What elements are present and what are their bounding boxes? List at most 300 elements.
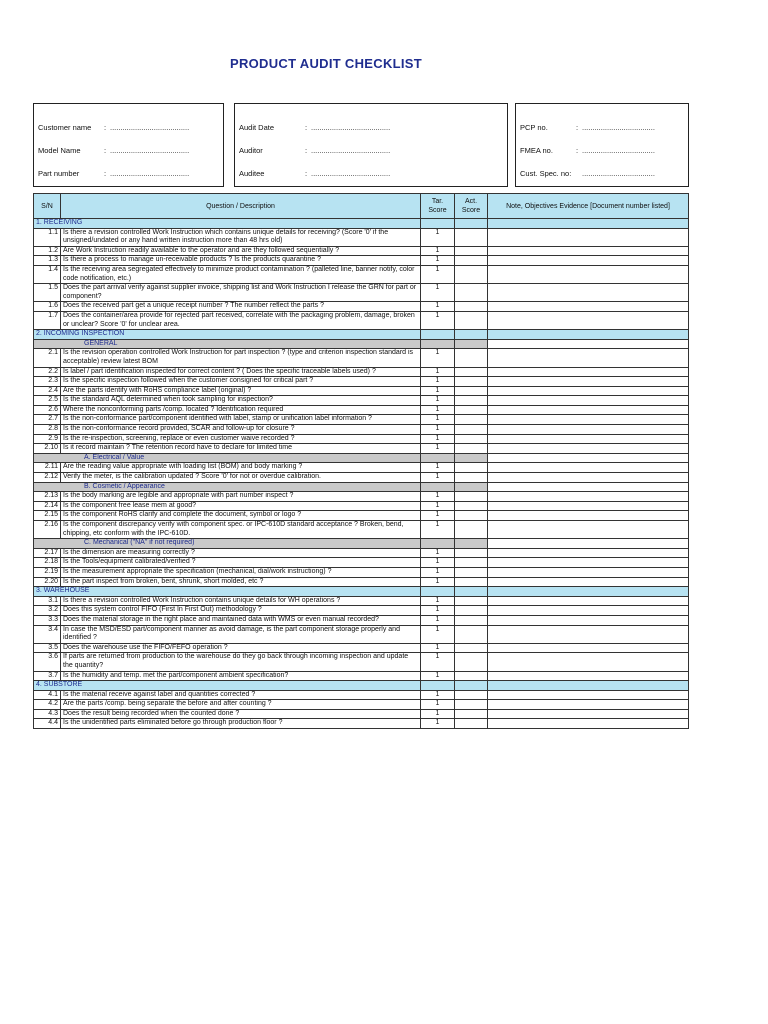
info-field-value[interactable]: ................................... — [582, 169, 655, 178]
target-score: 1 — [421, 311, 455, 329]
table-row — [34, 367, 689, 377]
subsection-blank-cell — [488, 482, 689, 492]
item-question: Does the warehouse use the FIFO/FEFO operation ? — [61, 643, 421, 653]
actual-score-cell[interactable] — [455, 700, 488, 710]
item-number: 2.3 — [34, 377, 61, 387]
table-row — [34, 415, 689, 425]
info-field-label: Part number — [38, 169, 80, 178]
item-question: Is the component RoHS clarify and complete the document, symbol or logo ? — [61, 511, 421, 521]
info-field-label: Customer name — [38, 123, 92, 132]
info-field-separator: : — [305, 123, 308, 132]
item-question: In case the MSD/ESD part/component manner as avoid damage, is the part component storage properly and identified ? — [61, 625, 421, 643]
item-question: Is there a revision controlled Work Instruction which contains unique details for receiving? (Score '0' if the unsigned/undated or any hand written instruction more than 48 hrs old) — [61, 228, 421, 246]
note-evidence-cell[interactable] — [488, 349, 689, 367]
target-score: 1 — [421, 719, 455, 729]
item-question: Is there a revision controlled Work Instruction contains unique details for WH operations ? — [61, 596, 421, 606]
subsection-blank-cell — [421, 339, 455, 349]
subsection-row — [34, 339, 689, 349]
item-question: Is label / part identification inspected for correct content ? ( Does the specific traceable labels used) ? — [61, 367, 421, 377]
item-number: 2.9 — [34, 434, 61, 444]
table-row — [34, 625, 689, 643]
note-evidence-cell[interactable] — [488, 567, 689, 577]
actual-score-cell[interactable] — [455, 425, 488, 435]
note-evidence-cell[interactable] — [488, 548, 689, 558]
actual-score-cell[interactable] — [455, 511, 488, 521]
note-evidence-cell[interactable] — [488, 463, 689, 473]
target-score: 1 — [421, 606, 455, 616]
actual-score-cell[interactable] — [455, 434, 488, 444]
item-question: Is the standard AQL determined when took sampling for inspection? — [61, 396, 421, 406]
target-score: 1 — [421, 671, 455, 681]
actual-score-cell[interactable] — [455, 606, 488, 616]
info-field-label: Audit Date — [239, 123, 275, 132]
actual-score-cell[interactable] — [455, 719, 488, 729]
note-evidence-cell[interactable] — [488, 606, 689, 616]
note-evidence-cell[interactable] — [488, 577, 689, 587]
actual-score-cell[interactable] — [455, 377, 488, 387]
table-row — [34, 558, 689, 568]
note-evidence-cell[interactable] — [488, 396, 689, 406]
section-blank-cell — [421, 219, 455, 229]
table-row — [34, 700, 689, 710]
item-question: Where the nonconforming parts /comp. located ? Identification required — [61, 405, 421, 415]
section-blank-cell — [421, 681, 455, 691]
target-score: 1 — [421, 521, 455, 539]
section-title: 1. RECEIVING — [34, 219, 421, 229]
subsection-blank-cell — [488, 339, 689, 349]
actual-score-cell[interactable] — [455, 690, 488, 700]
note-evidence-cell[interactable] — [488, 473, 689, 483]
note-evidence-cell[interactable] — [488, 302, 689, 312]
table-row — [34, 653, 689, 671]
table-row — [34, 521, 689, 539]
actual-score-cell[interactable] — [455, 415, 488, 425]
item-question: Is the material receive against label and quantities corrected ? — [61, 690, 421, 700]
note-evidence-cell[interactable] — [488, 596, 689, 606]
item-number: 1.4 — [34, 265, 61, 283]
table-row — [34, 386, 689, 396]
item-number: 2.14 — [34, 501, 61, 511]
note-evidence-cell[interactable] — [488, 425, 689, 435]
table-row — [34, 577, 689, 587]
table-row — [34, 643, 689, 653]
item-number: 2.1 — [34, 349, 61, 367]
item-question: If parts are returned from production to the warehouse do they go back through incoming inspection and update the quantity? — [61, 653, 421, 671]
table-row — [34, 511, 689, 521]
item-number: 2.18 — [34, 558, 61, 568]
item-number: 2.7 — [34, 415, 61, 425]
section-row — [34, 681, 689, 691]
info-field-value[interactable]: ................................... — [582, 123, 655, 132]
section-row — [34, 330, 689, 340]
item-number: 2.4 — [34, 386, 61, 396]
subsection-title: C. Mechanical ("NA" if not required) — [34, 539, 421, 549]
table-row — [34, 615, 689, 625]
target-score: 1 — [421, 256, 455, 266]
actual-score-cell[interactable] — [455, 349, 488, 367]
spec-info-box — [515, 103, 689, 187]
item-number: 3.3 — [34, 615, 61, 625]
info-field — [38, 146, 219, 156]
item-number: 2.16 — [34, 521, 61, 539]
actual-score-cell[interactable] — [455, 615, 488, 625]
item-question: Does the result being recorded when the counted done ? — [61, 709, 421, 719]
target-score: 1 — [421, 577, 455, 587]
target-score: 1 — [421, 643, 455, 653]
target-score: 1 — [421, 492, 455, 502]
note-evidence-cell[interactable] — [488, 405, 689, 415]
item-question: Is the specific inspection followed when the customer consigned for critical part ? — [61, 377, 421, 387]
actual-score-cell[interactable] — [455, 463, 488, 473]
note-evidence-cell[interactable] — [488, 501, 689, 511]
actual-score-cell[interactable] — [455, 548, 488, 558]
subsection-row — [34, 453, 689, 463]
note-evidence-cell[interactable] — [488, 719, 689, 729]
item-question: Does the container/area provide for rejected part received, correlate with the packaging problem, damage, broken or unclear? Score '0' for unclear area. — [61, 311, 421, 329]
section-blank-cell — [455, 330, 488, 340]
item-question: Does the part arrival verify against supplier invoice, shipping list and Work Instruction I release the GRN for part or component? — [61, 284, 421, 302]
target-score: 1 — [421, 367, 455, 377]
target-score: 1 — [421, 548, 455, 558]
table-row — [34, 671, 689, 681]
actual-score-cell[interactable] — [455, 501, 488, 511]
info-field-separator: : — [305, 169, 308, 178]
item-number: 3.2 — [34, 606, 61, 616]
item-number: 2.19 — [34, 567, 61, 577]
info-field-label: Auditee — [239, 169, 265, 178]
note-evidence-cell[interactable] — [488, 311, 689, 329]
subsection-blank-cell — [421, 453, 455, 463]
table-row — [34, 492, 689, 502]
item-question: Does this system control FIFO (First In First Out) methodology ? — [61, 606, 421, 616]
section-blank-cell — [455, 681, 488, 691]
target-score: 1 — [421, 405, 455, 415]
actual-score-cell[interactable] — [455, 311, 488, 329]
note-evidence-cell[interactable] — [488, 511, 689, 521]
item-number: 3.5 — [34, 643, 61, 653]
target-score: 1 — [421, 558, 455, 568]
table-row — [34, 302, 689, 312]
section-blank-cell — [488, 330, 689, 340]
item-number: 2.12 — [34, 473, 61, 483]
note-evidence-cell[interactable] — [488, 615, 689, 625]
note-evidence-cell[interactable] — [488, 643, 689, 653]
target-score: 1 — [421, 265, 455, 283]
table-row — [34, 606, 689, 616]
item-number: 1.6 — [34, 302, 61, 312]
table-row — [34, 256, 689, 266]
item-number: 3.6 — [34, 653, 61, 671]
note-evidence-cell[interactable] — [488, 434, 689, 444]
section-title: 3. WAREHOUSE — [34, 587, 421, 597]
info-field — [239, 123, 503, 133]
info-field-value[interactable]: ...................................... — [110, 169, 190, 178]
target-score: 1 — [421, 377, 455, 387]
item-number: 4.2 — [34, 700, 61, 710]
subsection-blank-cell — [421, 539, 455, 549]
item-question: Are the parts /comp. being separate the before and after counting ? — [61, 700, 421, 710]
note-evidence-cell[interactable] — [488, 625, 689, 643]
item-number: 2.20 — [34, 577, 61, 587]
item-question: Is the non-conformance record provided, SCAR and follow-up for closure ? — [61, 425, 421, 435]
item-number: 1.7 — [34, 311, 61, 329]
section-row — [34, 587, 689, 597]
item-question: Is the body marking are legible and appropriate with part number inspect ? — [61, 492, 421, 502]
actual-score-cell[interactable] — [455, 265, 488, 283]
note-evidence-cell[interactable] — [488, 558, 689, 568]
info-field-label: FMEA no. — [520, 146, 553, 155]
table-row — [34, 719, 689, 729]
actual-score-cell[interactable] — [455, 596, 488, 606]
note-evidence-cell[interactable] — [488, 492, 689, 502]
actual-score-cell[interactable] — [455, 405, 488, 415]
header-sn: S/N — [34, 194, 61, 219]
item-number: 1.5 — [34, 284, 61, 302]
info-field-value[interactable]: ...................................... — [311, 123, 391, 132]
subsection-title: GENERAL — [34, 339, 421, 349]
item-number: 2.5 — [34, 396, 61, 406]
note-evidence-cell[interactable] — [488, 709, 689, 719]
note-evidence-cell[interactable] — [488, 367, 689, 377]
item-question: Is the part inspect from broken, bent, shrunk, short molded, etc ? — [61, 577, 421, 587]
note-evidence-cell[interactable] — [488, 690, 689, 700]
target-score: 1 — [421, 425, 455, 435]
actual-score-cell[interactable] — [455, 284, 488, 302]
actual-score-cell[interactable] — [455, 302, 488, 312]
info-field-label: Model Name — [38, 146, 81, 155]
table-row — [34, 311, 689, 329]
info-field-label: Cust. Spec. no: — [520, 169, 572, 178]
table-row — [34, 548, 689, 558]
info-field-separator: : — [104, 169, 107, 178]
actual-score-cell[interactable] — [455, 396, 488, 406]
note-evidence-cell[interactable] — [488, 246, 689, 256]
table-row — [34, 396, 689, 406]
item-question: Verify the meter, is the calibration updated ? Score '0' for not or overdue calibration. — [61, 473, 421, 483]
info-field — [38, 169, 219, 179]
table-header-row — [34, 194, 689, 219]
item-question: Is the Tools/equipment calibrated/verified ? — [61, 558, 421, 568]
actual-score-cell[interactable] — [455, 473, 488, 483]
subsection-blank-cell — [455, 339, 488, 349]
subsection-blank-cell — [488, 539, 689, 549]
table-row — [34, 434, 689, 444]
item-question: Is the component discrepancy verify with component spec. or IPC-610D standard acceptance ? Broken, bend, chipping, etc conform with the IPC-610D. — [61, 521, 421, 539]
info-field-separator: : — [104, 146, 107, 155]
note-evidence-cell[interactable] — [488, 265, 689, 283]
item-number: 2.13 — [34, 492, 61, 502]
actual-score-cell[interactable] — [455, 444, 488, 454]
section-title: 4. SUBSTORE — [34, 681, 421, 691]
header-note-evidence: Note, Objectives Evidence [Document number listed] — [488, 194, 689, 219]
item-number: 2.8 — [34, 425, 61, 435]
info-field-value[interactable]: ...................................... — [311, 146, 391, 155]
table-row — [34, 265, 689, 283]
note-evidence-cell[interactable] — [488, 671, 689, 681]
info-field-value[interactable]: ...................................... — [110, 146, 190, 155]
table-row — [34, 690, 689, 700]
target-score: 1 — [421, 615, 455, 625]
target-score: 1 — [421, 690, 455, 700]
table-row — [34, 567, 689, 577]
item-number: 3.7 — [34, 671, 61, 681]
target-score: 1 — [421, 501, 455, 511]
target-score: 1 — [421, 653, 455, 671]
target-score: 1 — [421, 700, 455, 710]
item-number: 4.1 — [34, 690, 61, 700]
actual-score-cell[interactable] — [455, 521, 488, 539]
section-blank-cell — [488, 681, 689, 691]
note-evidence-cell[interactable] — [488, 700, 689, 710]
info-field-label: Auditor — [239, 146, 263, 155]
info-field — [520, 169, 684, 179]
item-number: 2.10 — [34, 444, 61, 454]
info-field — [38, 123, 219, 133]
section-title: 2. INCOMING INSPECTION — [34, 330, 421, 340]
item-question: Is the humidity and temp. met the part/component ambient specification? — [61, 671, 421, 681]
subsection-blank-cell — [421, 482, 455, 492]
subsection-blank-cell — [455, 453, 488, 463]
actual-score-cell[interactable] — [455, 709, 488, 719]
target-score: 1 — [421, 302, 455, 312]
item-number: 1.1 — [34, 228, 61, 246]
info-field-separator: : — [576, 146, 579, 155]
info-field — [239, 169, 503, 179]
actual-score-cell[interactable] — [455, 653, 488, 671]
note-evidence-cell[interactable] — [488, 284, 689, 302]
item-question: Does the material storage in the right place and maintained data with WMS or even manual recorded? — [61, 615, 421, 625]
info-field-separator: : — [104, 123, 107, 132]
target-score: 1 — [421, 386, 455, 396]
subsection-blank-cell — [455, 482, 488, 492]
info-field-separator: : — [576, 123, 579, 132]
info-field-label: PCP no. — [520, 123, 548, 132]
item-number: 2.6 — [34, 405, 61, 415]
audit-checklist-table — [33, 193, 689, 729]
item-number: 4.4 — [34, 719, 61, 729]
section-blank-cell — [488, 587, 689, 597]
actual-score-cell[interactable] — [455, 558, 488, 568]
item-number: 3.4 — [34, 625, 61, 643]
item-number: 4.3 — [34, 709, 61, 719]
page-title: PRODUCT AUDIT CHECKLIST — [229, 56, 423, 71]
info-field-value[interactable]: ...................................... — [110, 123, 190, 132]
actual-score-cell[interactable] — [455, 246, 488, 256]
note-evidence-cell[interactable] — [488, 415, 689, 425]
table-row — [34, 463, 689, 473]
actual-score-cell[interactable] — [455, 671, 488, 681]
note-evidence-cell[interactable] — [488, 256, 689, 266]
actual-score-cell[interactable] — [455, 256, 488, 266]
target-score: 1 — [421, 463, 455, 473]
info-field-value[interactable]: ...................................... — [311, 169, 391, 178]
subsection-title: B. Cosmetic / Appearance — [34, 482, 421, 492]
table-row — [34, 709, 689, 719]
section-blank-cell — [421, 587, 455, 597]
table-row — [34, 473, 689, 483]
section-blank-cell — [455, 587, 488, 597]
subsection-row — [34, 482, 689, 492]
note-evidence-cell[interactable] — [488, 386, 689, 396]
actual-score-cell[interactable] — [455, 625, 488, 643]
section-blank-cell — [421, 330, 455, 340]
target-score: 1 — [421, 434, 455, 444]
info-field-value[interactable]: ................................... — [582, 146, 655, 155]
table-row — [34, 228, 689, 246]
section-blank-cell — [455, 219, 488, 229]
item-question: Are the reading value appropriate with loading list (BOM) and body marking ? — [61, 463, 421, 473]
table-row — [34, 349, 689, 367]
target-score: 1 — [421, 228, 455, 246]
note-evidence-cell[interactable] — [488, 521, 689, 539]
info-field-separator: : — [305, 146, 308, 155]
header-target-score: Tar. Score — [421, 194, 455, 219]
table-row — [34, 596, 689, 606]
table-row — [34, 444, 689, 454]
info-field — [520, 146, 684, 156]
note-evidence-cell[interactable] — [488, 444, 689, 454]
item-number: 2.15 — [34, 511, 61, 521]
item-question: Is the unidentified parts eliminated before go through production floor ? — [61, 719, 421, 729]
actual-score-cell[interactable] — [455, 386, 488, 396]
header-actual-score: Act. Score — [455, 194, 488, 219]
item-question: Is there a process to manage un-receivable products ? Is the products quarantine ? — [61, 256, 421, 266]
subsection-blank-cell — [488, 453, 689, 463]
item-number: 2.17 — [34, 548, 61, 558]
target-score: 1 — [421, 349, 455, 367]
section-blank-cell — [488, 219, 689, 229]
header-question: Question / Description — [61, 194, 421, 219]
actual-score-cell[interactable] — [455, 567, 488, 577]
item-question: Are the parts identify with RoHS compliance label (original) ? — [61, 386, 421, 396]
item-number: 1.2 — [34, 246, 61, 256]
target-score: 1 — [421, 596, 455, 606]
actual-score-cell[interactable] — [455, 643, 488, 653]
info-field — [520, 123, 684, 133]
table-row — [34, 377, 689, 387]
section-row — [34, 219, 689, 229]
item-question: Are Work Instruction readily available to the operator and are they followed sequentially ? — [61, 246, 421, 256]
item-question: Is the non-conformance part/component identified with label, stamp or unification label information ? — [61, 415, 421, 425]
target-score: 1 — [421, 473, 455, 483]
item-question: Is the revision operation controlled Work Instruction for part inspection ? (type and criterion inspection standard is acceptable) review latest BOM — [61, 349, 421, 367]
audit-info-box — [234, 103, 508, 187]
target-score: 1 — [421, 625, 455, 643]
customer-info-box — [33, 103, 224, 187]
table-row — [34, 405, 689, 415]
subsection-row — [34, 539, 689, 549]
table-row — [34, 284, 689, 302]
actual-score-cell[interactable] — [455, 577, 488, 587]
actual-score-cell[interactable] — [455, 367, 488, 377]
item-question: Does the received part get a unique receipt number ? The number reflect the parts ? — [61, 302, 421, 312]
target-score: 1 — [421, 415, 455, 425]
actual-score-cell[interactable] — [455, 228, 488, 246]
note-evidence-cell[interactable] — [488, 228, 689, 246]
note-evidence-cell[interactable] — [488, 377, 689, 387]
item-question: Is the dimension are measuring correctly ? — [61, 548, 421, 558]
item-question: Is the receiving area segregated effectively to minimize product contamination ? (palleted line, banner notify, color code notification, etc.) — [61, 265, 421, 283]
subsection-title: A. Electrical / Value — [34, 453, 421, 463]
actual-score-cell[interactable] — [455, 492, 488, 502]
note-evidence-cell[interactable] — [488, 653, 689, 671]
item-question: Is it record maintain ? The retention record have to declare for limited time — [61, 444, 421, 454]
target-score: 1 — [421, 511, 455, 521]
item-question: Is the component free lease mem at good? — [61, 501, 421, 511]
info-field — [239, 146, 503, 156]
table-row — [34, 425, 689, 435]
target-score: 1 — [421, 246, 455, 256]
